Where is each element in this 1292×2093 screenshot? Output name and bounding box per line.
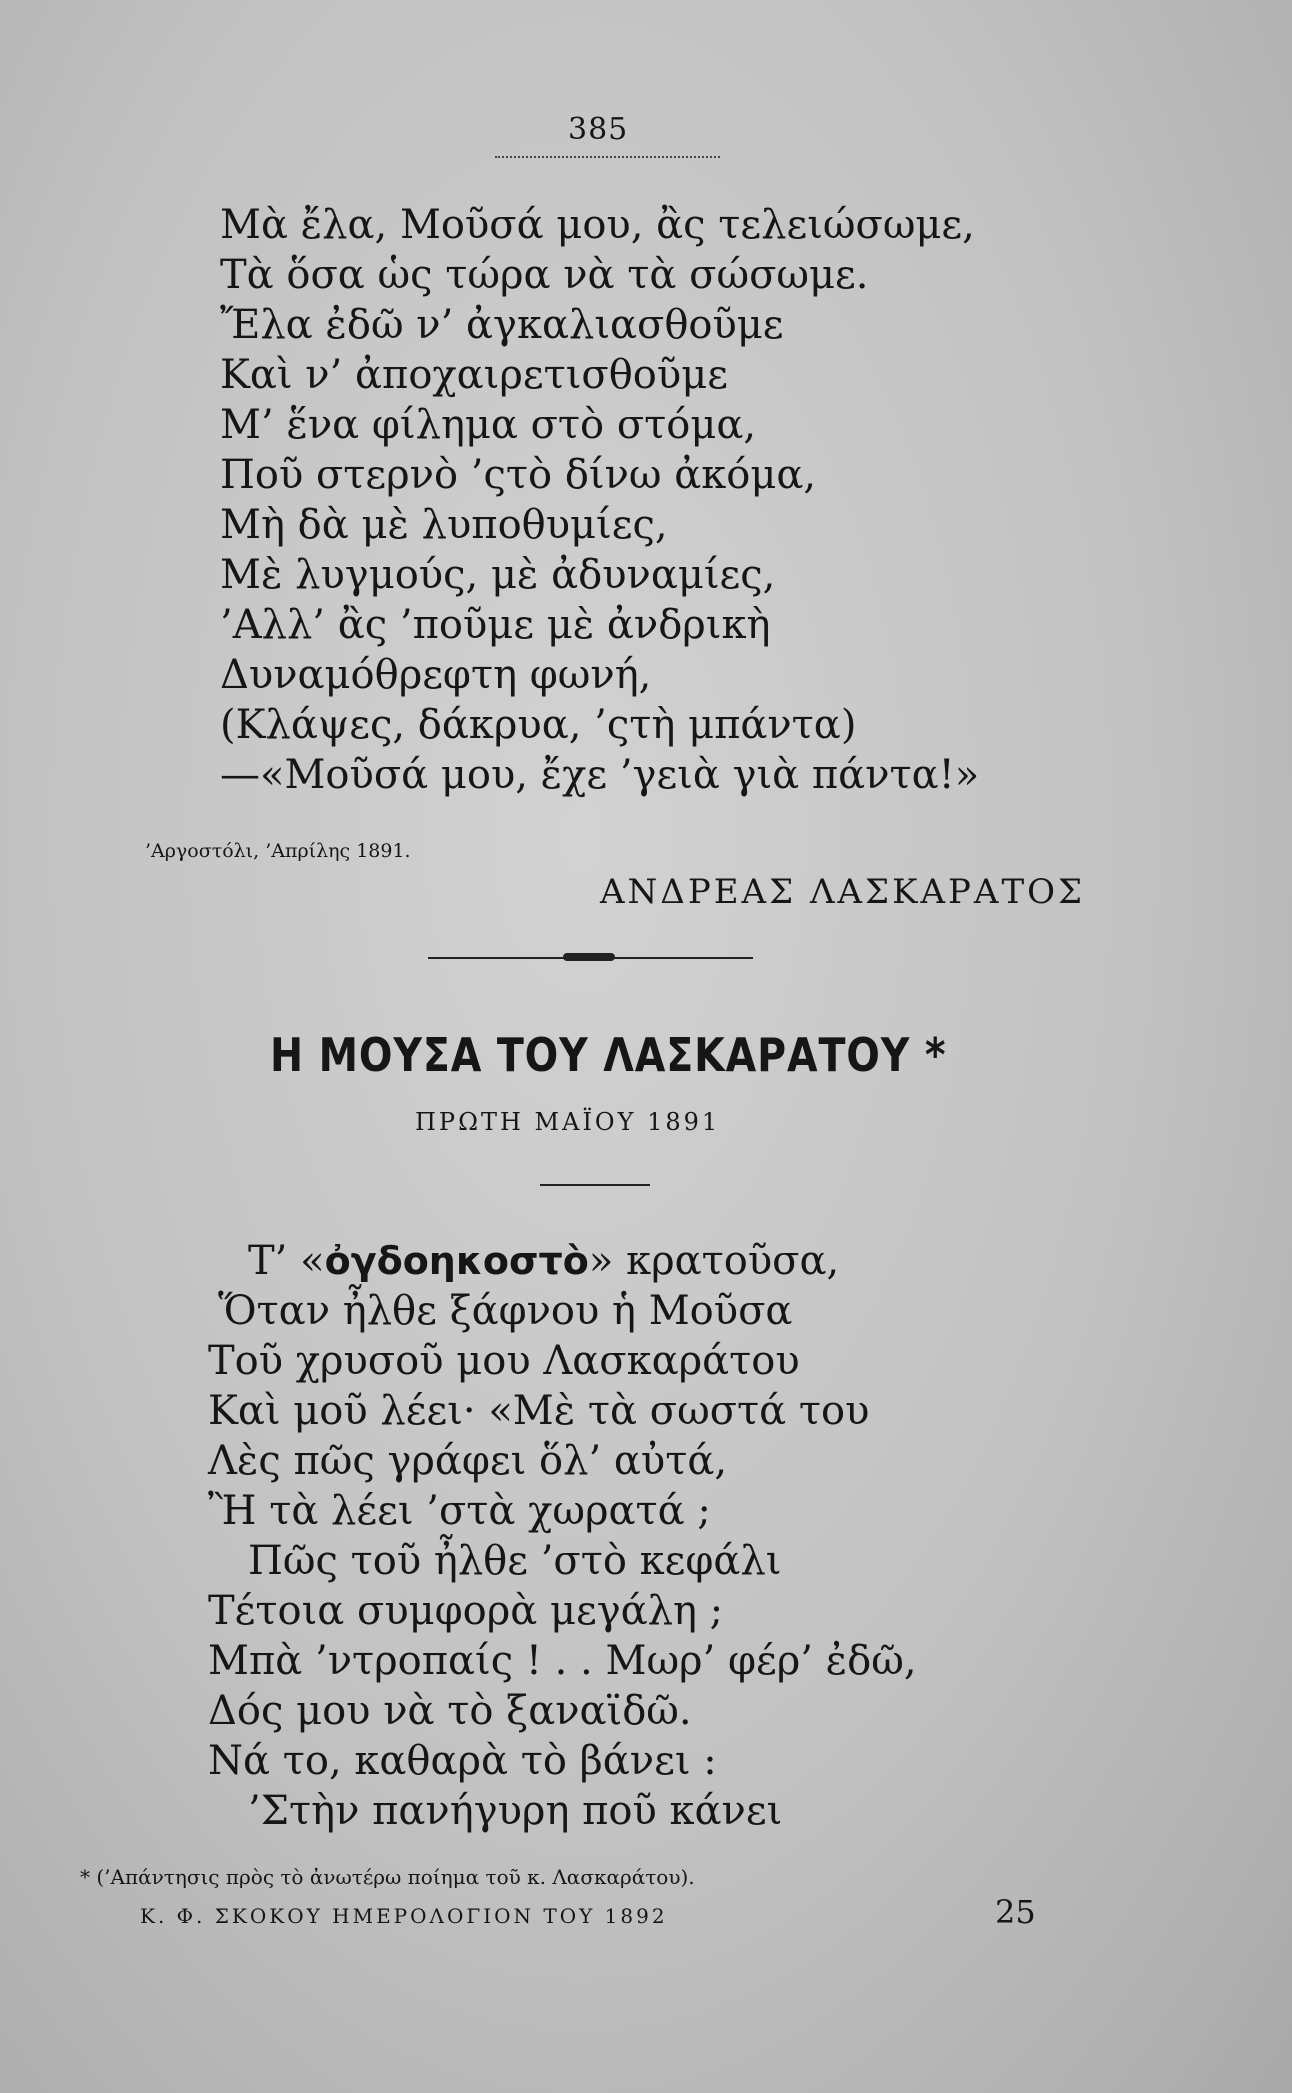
poem-title: Η ΜΟΥΣΑ ΤΟΥ ΛΑΣΚΑΡΑΤΟΥ * <box>270 1028 947 1082</box>
poem-line: Καὶ ν’ ἀποχαιρετισθοῦμε <box>220 352 728 398</box>
poem-line: Ἔλα ἐδῶ ν’ ἀγκαλιασθοῦμε <box>220 302 784 348</box>
poem-line: Μπὰ ’ντροπαίς ! . . Μωρ’ φέρ’ ἐδῶ, <box>208 1638 917 1684</box>
poem-line: Μὴ δὰ μὲ λυποθυμίες, <box>220 502 668 548</box>
poem-line: Ὅταν ἦλθε ξάφνου ἡ Μοῦσα <box>218 1288 793 1334</box>
signature-mark: 25 <box>995 1893 1036 1931</box>
poem-line: Δυναμόθρεφτη φωνή, <box>220 652 652 698</box>
poem-line: Τέτοια συμφορὰ μεγάλη ; <box>208 1588 724 1634</box>
poem-line: Νά το, καθαρὰ τὸ βάνει : <box>208 1738 717 1784</box>
poem-line <box>208 1236 917 1286</box>
author-signature: ΑΝΔΡΕΑΣ ΛΑΣΚΑΡΑΤΟΣ <box>600 872 1086 912</box>
poem-line: ’Αλλ’ ἂς ’ποῦμε μὲ ἀνδρικὴ <box>220 602 771 648</box>
poem-line: Τοῦ χρυσοῦ μου Λασκαράτου <box>208 1338 800 1384</box>
poem-line: Μὲ λυγμούς, μὲ ἀδυναμίες, <box>220 552 776 598</box>
title-rule <box>540 1184 650 1186</box>
poem-line: Λὲς πῶς γράφει ὅλ’ αὐτά, <box>208 1438 728 1484</box>
poem-body <box>208 1236 917 1836</box>
quote-open: Τ’ « <box>248 1238 325 1284</box>
poem-line: —«Μοῦσά μου, ἔχε ’γειὰ γιὰ πάντα!» <box>220 752 980 798</box>
poem-line: Ποῦ στερνὸ ’ςτὸ δίνω ἀκόμα, <box>220 452 817 498</box>
footnote: * (’Απάντησις πρὸς τὸ ἀνωτέρω ποίημα τοῦ κ. Λασκαράτου). <box>80 1865 695 1889</box>
poem-line: Μ’ ἕνα φίλημα στὸ στόμα, <box>220 402 757 448</box>
poem-ending <box>220 200 979 800</box>
poem-line: Μὰ ἔλα, Μοῦσά μου, ἂς τελειώσωμε, <box>220 202 975 248</box>
poem-line: Ἢ τὰ λέει ’στὰ χωρατά ; <box>208 1488 711 1534</box>
place-date: ’Αργοστόλι, ’Απρίλης 1891. <box>145 840 411 862</box>
bold-word: ὀγδοηκοστὸ <box>324 1239 589 1283</box>
poem-subtitle: ΠΡΩΤΗ ΜΑΪΟΥ 1891 <box>415 1108 721 1136</box>
poem-line: ’Στὴν πανήγυρη ποῦ κάνει <box>248 1788 783 1834</box>
page-number: 385 <box>568 112 629 147</box>
page-number-rule <box>495 156 720 158</box>
poem-line: (Κλάψες, δάκρυα, ’ςτὴ μπάντα) <box>220 702 857 748</box>
poem-line: Καὶ μοῦ λέει· «Μὲ τὰ σωστά του <box>208 1388 870 1434</box>
printer-line: Κ. Φ. ΣΚΟΚΟΥ ΗΜΕΡΟΛΟΓΙΟΝ ΤΟΥ 1892 <box>140 1904 668 1928</box>
poem-line: Τὰ ὅσα ὡς τώρα νὰ τὰ σώσωμε. <box>220 252 869 298</box>
separator-ornament <box>563 953 615 961</box>
poem-line: Δός μου νὰ τὸ ξαναϊδῶ. <box>208 1688 692 1734</box>
quote-close: » κρατοῦσα, <box>588 1238 840 1284</box>
poem-line: Πῶς τοῦ ἦλθε ’στὸ κεφάλι <box>248 1538 782 1584</box>
